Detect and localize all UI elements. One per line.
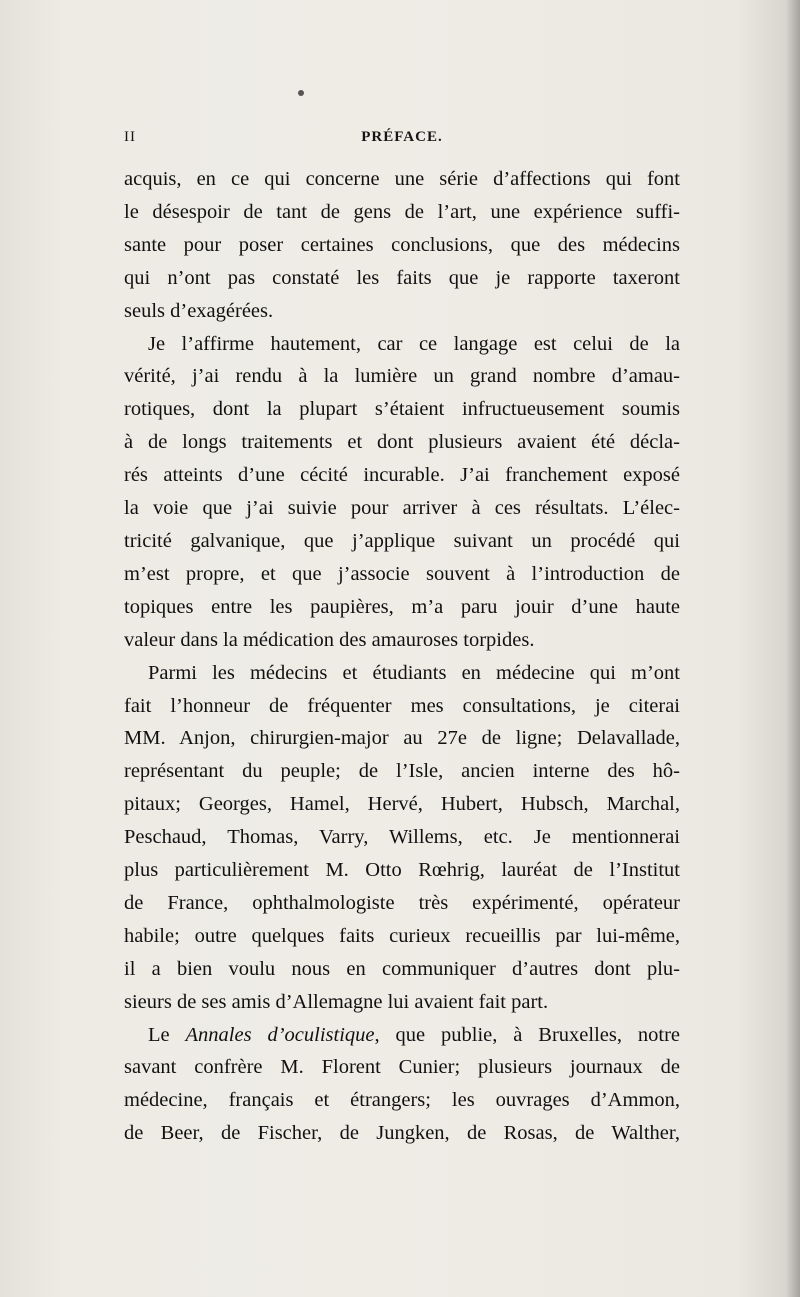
text-line: valeur dans la médication des amauroses torpides. (124, 628, 535, 651)
text-line: savant confrère M. Florent Cunier; plusieurs journaux de (124, 1056, 680, 1079)
text-line: m’est propre, et que j’associe souvent à l’introduction de (124, 562, 680, 585)
running-head (124, 124, 680, 148)
text-line: rotiques, dont la plupart s’étaient infructueusement soumis (124, 398, 680, 421)
text-line: le désespoir de tant de gens de l’art, une expérience suffi- (124, 200, 680, 223)
text-line: seuls d’exagérées. (124, 299, 274, 322)
text-run: Le (148, 1023, 186, 1046)
text-line: rés atteints d’une cécité incurable. J’ai franchement exposé (124, 464, 680, 487)
running-title: PRÉFACE. (361, 129, 443, 145)
ink-speck (298, 90, 304, 96)
text-line: fait l’honneur de fréquenter mes consultations, je citerai (124, 694, 680, 717)
text-line: qui n’ont pas constaté les faits que je rapporte taxeront (124, 266, 680, 289)
text-line: plus particulièrement M. Otto Rœhrig, lauréat de l’Institut (124, 859, 680, 882)
text-line (124, 1019, 680, 1052)
text-line: vérité, j’ai rendu à la lumière un grand nombre d’amau- (124, 365, 680, 388)
page-edge-shadow (786, 0, 800, 1297)
text-line: Peschaud, Thomas, Varry, Willems, etc. Je mentionnerai (124, 826, 680, 849)
journal-title: Annales d’oculistique (185, 1023, 375, 1046)
text-line: Parmi les médecins et étudiants en médecine qui m’ont (148, 661, 680, 684)
text-line: il a bien voulu nous en communiquer d’autres dont plu- (124, 957, 680, 980)
text-run: , que publie, à Bruxelles, notre (374, 1023, 680, 1046)
text-line: habile; outre quelques faits curieux recueillis par lui-même, (124, 924, 680, 947)
page-number: II (124, 129, 136, 145)
text-line: de Beer, de Fischer, de Jungken, de Rosas, de Walther, (124, 1122, 680, 1145)
text-line: MM. Anjon, chirurgien-major au 27e de ligne; Delavallade, (124, 727, 680, 750)
text-line: sieurs de ses amis d’Allemagne lui avaient fait part. (124, 990, 549, 1013)
text-line: représentant du peuple; de l’Isle, ancien interne des hô- (124, 760, 680, 783)
text-line: médecine, français et étrangers; les ouvrages d’Ammon, (124, 1089, 680, 1112)
text-line: tricité galvanique, que j’applique suivant un procédé qui (124, 529, 680, 552)
text-line: pitaux; Georges, Hamel, Hervé, Hubert, Hubsch, Marchal, (124, 793, 680, 816)
text-line: acquis, en ce qui concerne une série d’affections qui font (124, 168, 680, 190)
text-line: Je l’affirme hautement, car ce langage est celui de la (148, 332, 680, 355)
text-line: la voie que j’ai suivie pour arriver à ces résultats. L’élec- (124, 497, 680, 520)
text-line: topiques entre les paupières, m’a paru jouir d’une haute (124, 595, 680, 618)
text-line: sante pour poser certaines conclusions, que des médecins (124, 233, 680, 256)
body-text (124, 163, 680, 1150)
text-line: à de longs traitements et dont plusieurs avaient été décla- (124, 431, 680, 454)
text-line: de France, ophthalmologiste très expérimenté, opérateur (124, 891, 680, 914)
